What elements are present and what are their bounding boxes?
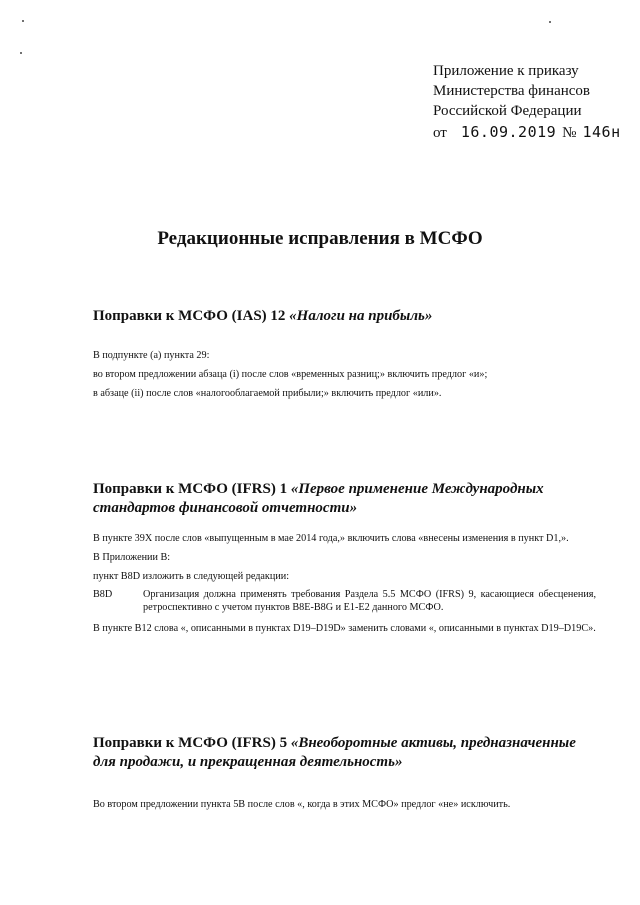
- paragraph: в абзаце (ii) после слов «налогооблагаемой прибыли;» включить предлог «или».: [93, 388, 442, 399]
- paragraph-text: Организация должна применять требования Раздела 5.5 МСФО (IFRS) 9, касающиеся обесценения, ретроспективно с учетом пунктов B8E-B8G и E1-E2 данного МСФО.: [143, 589, 596, 613]
- header-line: Министерства финансов: [433, 83, 590, 99]
- b8d-paragraph: [93, 588, 596, 614]
- section-title: [93, 480, 596, 518]
- document-title: Редакционные исправления в МСФО: [157, 228, 483, 249]
- appendix-header: [433, 61, 633, 143]
- section-ifrs1: [93, 480, 596, 635]
- paragraph-code: B8D: [93, 589, 113, 600]
- section-ifrs5: [93, 734, 596, 811]
- section-ias12: [93, 307, 596, 400]
- section-title-plain: Поправки к МСФО (IAS) 12: [93, 308, 290, 324]
- paragraph: во втором предложении абзаца (i) после слов «временных разниц;» включить предлог «и»;: [93, 369, 488, 380]
- scan-speck: [20, 52, 22, 54]
- section-title-plain: Поправки к МСФО (IFRS) 1: [93, 481, 291, 497]
- paragraph: Во втором предложении пункта 5B после слов «, когда в этих МСФО» предлог «не» исключить.: [93, 799, 511, 810]
- section-title: [93, 307, 596, 326]
- number-sign: №: [562, 125, 577, 141]
- paragraph: В пункте B12 слова «, описанными в пунктах D19–D19D» заменить словами «, описанными в пунктах D19–D19С».: [93, 623, 596, 634]
- section-title-italic: «Первое применение Международных стандартов финансовой отчетности»: [93, 481, 544, 516]
- section-title-italic: «Внеоборотные активы, предназначенные для продажи, и прекращенная деятельность»: [93, 735, 576, 770]
- header-line: Российской Федерации: [433, 103, 582, 119]
- paragraph: В подпункте (а) пункта 29:: [93, 350, 210, 361]
- section-title-plain: Поправки к МСФО (IFRS) 5: [93, 735, 291, 751]
- paragraph: пункт B8D изложить в следующей редакции:: [93, 571, 290, 582]
- section-title: [93, 734, 596, 772]
- order-date: 16.09.2019: [460, 123, 557, 141]
- scan-speck: [22, 20, 24, 22]
- date-prefix: от: [433, 125, 447, 141]
- order-date-row: [433, 122, 633, 143]
- order-number: 146н: [582, 123, 621, 141]
- section-title-italic: «Налоги на прибыль»: [289, 308, 433, 324]
- paragraph: В пункте 39X после слов «выпущенным в мае 2014 года,» включить слова «внесены изменения в пункт D1,».: [93, 533, 569, 544]
- paragraph: В Приложении В:: [93, 552, 171, 563]
- header-line: Приложение к приказу: [433, 63, 579, 79]
- scan-speck: [549, 21, 551, 23]
